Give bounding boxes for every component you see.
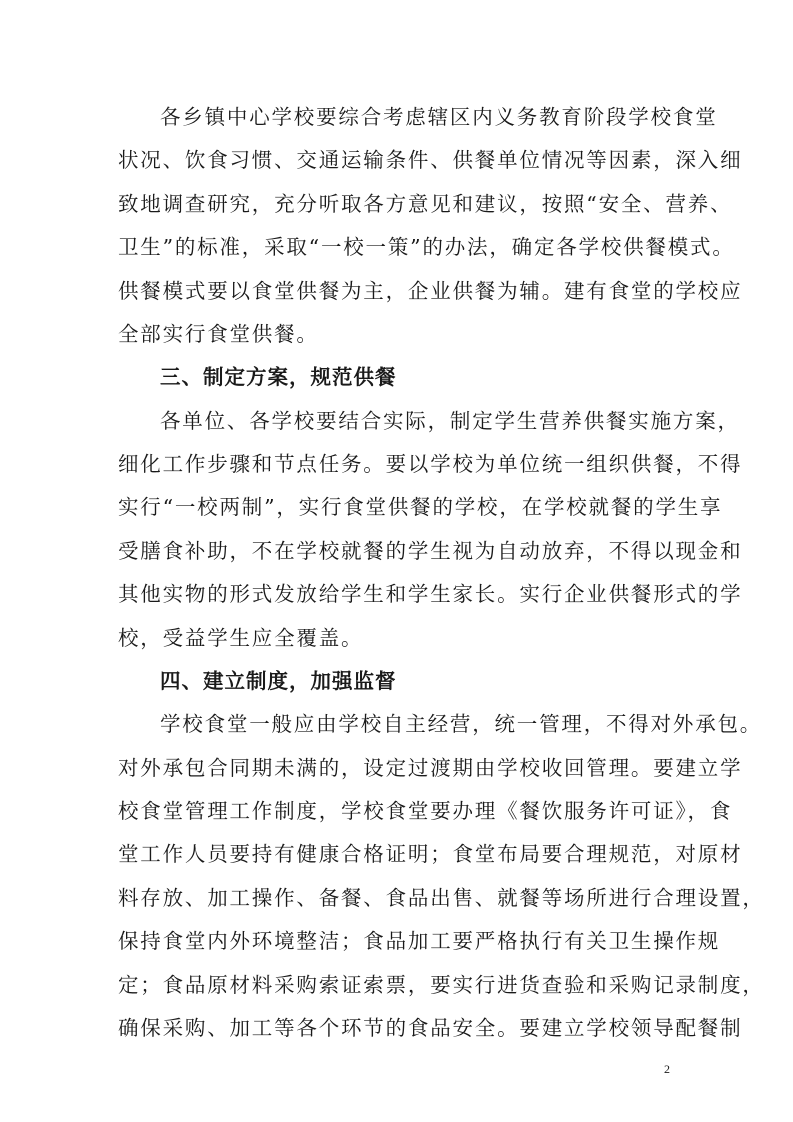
paragraph-line: 致地调查研究，充分听取各方意见和建议，按照“安全、营养、 (118, 191, 733, 216)
paragraph-line: 细化工作步骤和节点任务。要以学校为单位统一组织供餐，不得 (118, 452, 743, 477)
paragraph-line: 全部实行食堂供餐。 (118, 321, 319, 346)
paragraph-line: 实行“一校两制”，实行食堂供餐的学校，在学校就餐的学生享 (118, 495, 723, 520)
paragraph-line: 供餐模式要以食堂供餐为主，企业供餐为辅。建有食堂的学校应 (118, 278, 743, 303)
paragraph-line: 保持食堂内外环境整洁；食品加工要严格执行有关卫生操作规 (118, 929, 721, 954)
paragraph-line: 卫生”的标准，采取“一校一策”的办法，确定各学校供餐模式。 (118, 235, 735, 260)
paragraph-line: 各单位、各学校要结合实际，制定学生营养供餐实施方案， (160, 408, 740, 433)
paragraph-line: 各乡镇中心学校要综合考虑辖区内义务教育阶段学校食堂 (160, 105, 718, 129)
paragraph-line: 受膳食补助，不在学校就餐的学生视为自动放弃，不得以现金和 (118, 538, 743, 563)
paragraph-line: 堂工作人员要持有健康合格证明；食堂布局要合理规范，对原材 (118, 842, 743, 867)
paragraph-line: 料存放、加工操作、备餐、食品出售、就餐等场所进行合理设置， (118, 885, 765, 910)
paragraph-line: 状况、饮食习惯、交通运输条件、供餐单位情况等因素，深入细 (118, 148, 743, 173)
paragraph-line: 定；食品原材料采购索证索票，要实行进货查验和采购记录制度， (118, 972, 765, 997)
section-heading-3: 三、制定方案，规范供餐 (160, 365, 397, 390)
paragraph-line: 校，受益学生应全覆盖。 (118, 625, 364, 650)
paragraph-line: 学校食堂一般应由学校自主经营，统一管理，不得对外承包。 (160, 712, 763, 737)
paragraph-line: 校食堂管理工作制度，学校食堂要办理《餐饮服务许可证》，食 (118, 799, 733, 824)
page-number: 2 (664, 1062, 670, 1076)
paragraph-line: 对外承包合同期未满的，设定过渡期由学校收回管理。要建立学 (118, 755, 743, 780)
paragraph-line: 其他实物的形式发放给学生和学生家长。实行企业供餐形式的学 (118, 582, 743, 607)
section-heading-4: 四、建立制度，加强监督 (160, 668, 397, 693)
paragraph-line: 确保采购、加工等各个环节的食品安全。要建立学校领导配餐制 (118, 1016, 743, 1040)
